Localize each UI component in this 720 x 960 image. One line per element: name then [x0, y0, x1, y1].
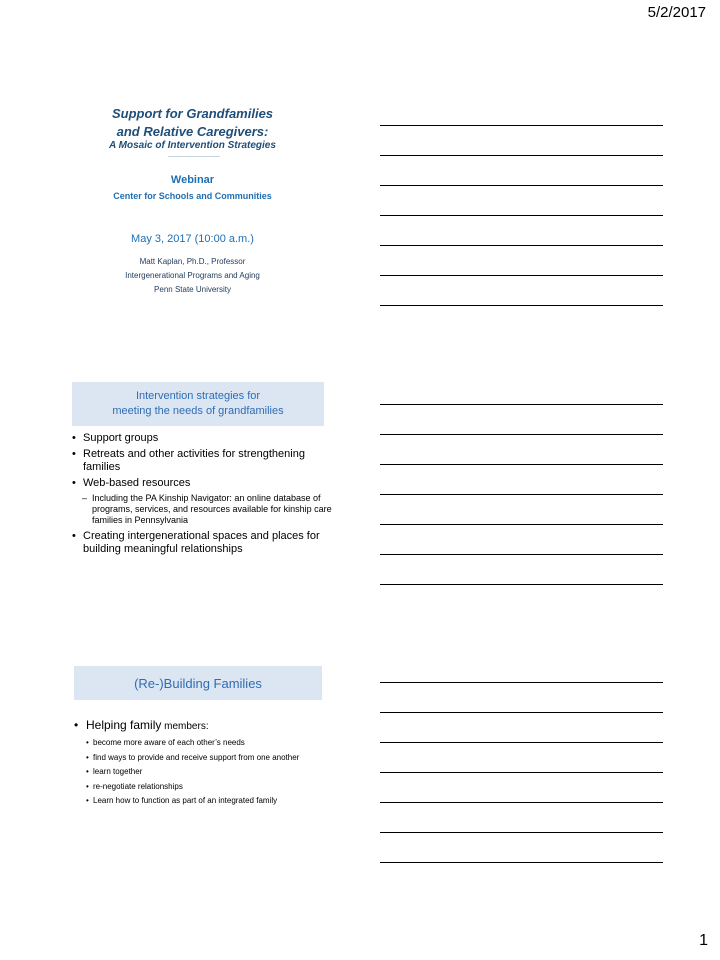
slide1-subtitle: A Mosaic of Intervention Strategies: [109, 140, 276, 151]
note-line: [380, 682, 663, 683]
note-line: [380, 862, 663, 863]
note-line: [380, 404, 663, 405]
note-line: [380, 245, 663, 246]
slide1-organization: Center for Schools and Communities: [113, 191, 272, 201]
list-item: • Retreats and other activities for strengthening families: [72, 448, 332, 474]
slide3-main-bullet: [74, 718, 209, 732]
note-line: [380, 434, 663, 435]
note-line: [380, 215, 663, 216]
header-date: 5/2/2017: [647, 4, 706, 21]
slide2-title-box: [72, 382, 324, 426]
note-line: [380, 832, 663, 833]
page-number: 1: [699, 932, 708, 949]
note-line: [380, 802, 663, 803]
note-line: [380, 464, 663, 465]
note-line: [380, 155, 663, 156]
slide1-divider: [168, 156, 220, 157]
slide3-title: (Re-)Building Families: [134, 675, 262, 691]
list-item: • learn together: [86, 765, 326, 780]
list-item: • find ways to provide and receive support from one another: [86, 751, 326, 766]
list-item: • become more aware of each other’s needs: [86, 736, 326, 751]
slide3-main-bullet-b: members:: [161, 721, 209, 732]
list-item: • Creating intergenerational spaces and places for building meaningful relationships: [72, 530, 332, 556]
note-line: [380, 524, 663, 525]
slide1-university: Penn State University: [154, 285, 231, 294]
slide2-title-line1: Intervention strategies for: [135, 390, 261, 402]
slide3-title-box: [74, 666, 322, 700]
note-line: [380, 554, 663, 555]
slide1-date: May 3, 2017 (10:00 a.m.): [131, 233, 254, 245]
note-line: [380, 305, 663, 306]
list-item: • Learn how to function as part of an integrated family: [86, 794, 326, 809]
note-line: [380, 772, 663, 773]
slide1-title-line1: Support for Grandfamilies: [111, 106, 274, 121]
slide1-title-line2: and Relative Caregivers:: [116, 124, 269, 139]
sub-list-item: – Including the PA Kinship Navigator: an online database of programs, services, and resources available for kinship care families in Pennsylvania: [72, 493, 332, 526]
note-line: [380, 742, 663, 743]
slide3-main-bullet-a: Helping family: [86, 718, 162, 732]
list-item: • Web-based resources: [72, 477, 332, 490]
slide1-presenter: Matt Kaplan, Ph.D., Professor: [139, 257, 246, 266]
list-item: • Support groups: [72, 432, 332, 445]
slide1-webinar: Webinar: [170, 174, 215, 186]
list-item: • re-negotiate relationships: [86, 780, 326, 795]
note-line: [380, 584, 663, 585]
slide1-program: Intergenerational Programs and Aging: [125, 271, 260, 280]
note-line: [380, 125, 663, 126]
slide2-bullet-list: [72, 432, 332, 559]
note-line: [380, 185, 663, 186]
slide3-sub-list: [86, 736, 326, 809]
note-line: [380, 275, 663, 276]
slide2-title-line2: meeting the needs of grandfamilies: [112, 405, 284, 417]
note-line: [380, 712, 663, 713]
note-line: [380, 494, 663, 495]
